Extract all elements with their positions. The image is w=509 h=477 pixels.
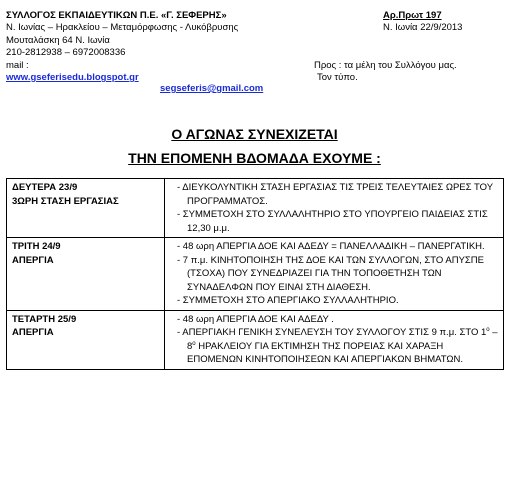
email-link[interactable]: segseferis@gmail.com <box>160 83 264 94</box>
table-row <box>7 310 504 369</box>
mail-line <box>6 60 238 72</box>
list-item: - ΣΥΜΜΕΤΟΧΗ ΣΤΟ ΣΥΛΛΑΛΗΤΗΡΙΟ ΣΤΟ ΥΠΟΥΡΓΕΙΟ ΠΑΙΔΕΙΑΣ ΣΤΙΣ 12,30 μ.μ. <box>177 209 488 234</box>
page-title: Ο ΑΓΩΝΑΣ ΣΥΝΕΧΙΖΕΤΑΙ <box>171 126 338 142</box>
list-item: - 7 π.μ. ΚΙΝΗΤΟΠΟΙΗΣΗ ΤΗΣ ΔΟΕ ΚΑΙ ΤΩΝ ΣΥΛΛΟΓΩΝ, ΣΤΟ ΑΠΥΣΠΕ (ΤΣΟΧΑ) ΠΟΥ ΣΥΝΕΔΡΙΑΖΕΙ ΓΙΑ ΤΗΝ ΤΟΠΟΘΕΤΗΣΗ ΤΩΝ ΣΥΝΑΔΕΛΦΩΝ ΠΟΥ ΕΙΝΑΙ ΣΤΗ ΔΙΑΘΕΣΗ. <box>177 254 484 293</box>
list-item: - ΣΥΜΜΕΤΟΧΗ ΣΤΟ ΑΠΕΡΓΙΑΚΟ ΣΥΛΛΑΛΗΤΗΡΙΟ. <box>177 295 399 306</box>
document-date: Ν. Ιωνία 22/9/2013 <box>383 22 463 34</box>
action-label: ΑΠΕΡΓΙΑ <box>12 327 54 338</box>
action-label: 3ΩΡΗ ΣΤΑΣΗ ΕΡΓΑΣΙΑΣ <box>12 195 119 207</box>
org-phones: 210-2812938 – 6972008336 <box>6 47 126 59</box>
website-link[interactable]: www.gseferisedu.blogspot.gr <box>6 72 139 84</box>
table-row <box>7 238 504 311</box>
day-cell <box>7 179 165 238</box>
sender-block <box>6 10 238 84</box>
recipients-block <box>314 60 457 85</box>
items-cell <box>165 179 504 238</box>
day-label: ΔΕΥΤΕΡΑ 23/9 <box>12 182 78 193</box>
list-item: - 48 ωρη ΑΠΕΡΓΙΑ ΔΟΕ ΚΑΙ ΑΔΕΔΥ . <box>177 313 334 325</box>
mail-label: mail : <box>6 59 29 71</box>
page-subtitle: ΤΗΝ ΕΠΟΜΕΝΗ ΒΔΟΜΑΔΑ ΕΧΟΥΜΕ : <box>128 150 381 166</box>
reference-block <box>383 10 462 35</box>
day-cell <box>7 310 165 369</box>
table-row <box>7 179 504 238</box>
action-label: ΑΠΕΡΓΙΑ <box>12 254 54 266</box>
org-name: ΣΥΛΛΟΓΟΣ ΕΚΠΑΙΔΕΥΤΙΚΩΝ Π.Ε. «Γ. ΣΕΦΕΡΗΣ» <box>6 10 227 21</box>
list-item: - ΔΙΕΥΚΟΛΥΝΤΙΚΗ ΣΤΑΣΗ ΕΡΓΑΣΙΑΣ ΤΙΣ ΤΡΕΙΣ ΤΕΛΕΥΤΑΙΕΣ ΩΡΕΣ ΤΟΥ ΠΡΟΓΡΑΜΜΑΤΟΣ. <box>177 182 493 207</box>
list-item: - ΑΠΕΡΓΙΑΚΗ ΓΕΝΙΚΗ ΣΥΝΕΛΕΥΣΗ ΤΟΥ ΣΥΛΛΟΓΟΥ ΣΤΙΣ 9 π.μ. ΣΤΟ $1^o - 8^o$ ΗΡΑΚΛΕΙΟΥ ΓΙΑ ΕΚΤΙΜΗΣΗ ΤΗΣ ΠΟΡΕΙΑΣ ΚΑΙ ΧΑΡΑΞΗ ΕΠΟΜΕΝΩΝ ΚΙΝΗΤΟΠΟΙΗΣΕΩΝ ΚΑΙ ΑΠΕΡΓΙΑΚΩΝ ΒΗΜΑΤΩΝ. <box>177 326 498 365</box>
schedule-table <box>6 178 504 370</box>
org-areas: Ν. Ιωνίας – Ηρακλείου – Μεταμόρφωσης - Λυκόβρυσης <box>6 22 239 34</box>
protocol-number: Αρ.Πρωτ 197 <box>383 10 442 21</box>
recipients-line-2: Τον τύπο. <box>317 72 358 84</box>
day-cell <box>7 238 165 311</box>
recipients-line-1: Προς : τα μέλη του Συλλόγου μας. <box>314 60 457 71</box>
org-address: Μουταλάσκη 64 Ν. Ιωνία <box>6 34 110 46</box>
day-label: ΤΕΤΑΡΤΗ 25/9 <box>12 313 77 325</box>
list-item: - 48 ωρη ΑΠΕΡΓΙΑ ΔΟΕ ΚΑΙ ΑΔΕΔΥ = ΠΑΝΕΛΛΑΔΙΚΗ – ΠΑΝΕΡΓΑΤΙΚΗ. <box>177 241 485 252</box>
day-label: ΤΡΙΤΗ 24/9 <box>12 241 61 252</box>
items-cell <box>165 310 504 369</box>
items-cell <box>165 238 504 311</box>
